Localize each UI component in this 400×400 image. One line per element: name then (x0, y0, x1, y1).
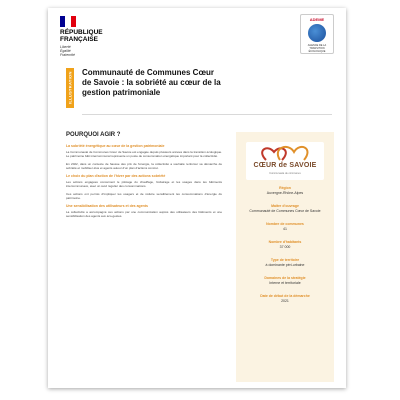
key-fact-label: Maître d'ouvrage (271, 204, 299, 208)
key-fact-item (236, 294, 334, 303)
subsection-heading: Une sensibilisation des utilisateurs et des agents (66, 204, 148, 208)
key-fact-label: Domaines de la stratégie (264, 276, 306, 280)
illustration-tag: ILLUSTRATION (66, 68, 74, 108)
globe-icon (308, 24, 326, 42)
key-fact-item (236, 186, 334, 195)
ademe-logo-subtitle: AGENCE DE LA TRANSITION ÉCOLOGIQUE (307, 44, 327, 53)
key-fact-value: 37 000 (279, 244, 291, 249)
key-fact-value: Auvergne-Rhône-Alpes (266, 190, 304, 195)
section-heading: POURQUOI AGIR ? (66, 132, 121, 138)
key-fact-value: à dominante péri-urbaine (265, 262, 305, 267)
key-fact-item (236, 258, 334, 267)
key-facts-card (236, 132, 334, 382)
body-paragraph: En 2022, dans un contexte de hausse des prix de l'énergie, la collectivité a souhaité renforcer sa démarche de sobriété et mobiliser élus et agents autour d'un plan d'actions concret. (66, 162, 222, 170)
logo-wordmark: CŒUR de SAVOIE (253, 162, 317, 169)
subsection-heading: La sobriété énergétique au cœur de la gestion patrimoniale (66, 144, 165, 148)
key-fact-value: 41 (283, 226, 287, 231)
ademe-logo-text: ADEME (309, 17, 325, 22)
body-paragraph: Ces actions ont permis d'impliquer les usagers et de réduire sensiblement les consommations d'énergie du patrimoine. (66, 192, 222, 200)
french-flag-icon (60, 16, 76, 27)
subsection-heading: Le choix du plan d'action de l'hiver par des actions sobriété (66, 174, 166, 178)
key-fact-label: Nombre d'habitants (268, 240, 302, 244)
republic-title: RÉPUBLIQUE FRANÇAISE (60, 29, 103, 43)
title-divider (82, 114, 332, 115)
key-facts-list (236, 186, 334, 303)
body-paragraph: Les actions engagées concernent le pilotage du chauffage, l'éclairage et les usages dans les bâtiments intercommunaux, avec un suivi régulier des consommations. (66, 180, 222, 188)
key-fact-item (236, 204, 334, 213)
key-fact-item (236, 276, 334, 285)
republic-motto: Liberté Égalité Fraternité (60, 45, 75, 57)
flag-red-stripe (71, 16, 76, 27)
key-fact-item (236, 222, 334, 231)
document-title: Communauté de Communes Cœur de Savoie : la sobriété au cœur de la gestion patrimoniale (82, 68, 221, 97)
body-paragraph: La Communauté de Communes Cœur de Savoie est engagée depuis plusieurs années dans la transition écologique. Le patrimoine bâti intercommunal représente un poste de consommation énergétique important pour la collectivité. (66, 150, 222, 158)
coeur-de-savoie-logo (246, 142, 324, 180)
key-fact-label: Date de début de la démarche (260, 294, 310, 298)
key-fact-label: Nombre de communes (266, 222, 304, 226)
key-fact-value: Interne et territoriale (269, 280, 301, 285)
body-column (66, 132, 222, 222)
body-paragraph: La collectivité a accompagné ces actions par une communication auprès des utilisateurs des bâtiments et une sensibilisation des agents aux éco-gestes. (66, 210, 222, 218)
logo-tagline: Communauté de communes (269, 172, 301, 175)
republique-francaise-logo (60, 16, 130, 57)
key-fact-label: Type de territoire (270, 258, 300, 262)
key-fact-value: 2021 (281, 298, 289, 303)
key-fact-label: Région (279, 186, 291, 190)
hearts-logo-icon (246, 142, 324, 164)
key-fact-value: Communauté de Communes Cœur de Savoie (249, 208, 321, 213)
ademe-logo (300, 14, 334, 54)
key-fact-item (236, 240, 334, 249)
document-page (48, 8, 346, 388)
